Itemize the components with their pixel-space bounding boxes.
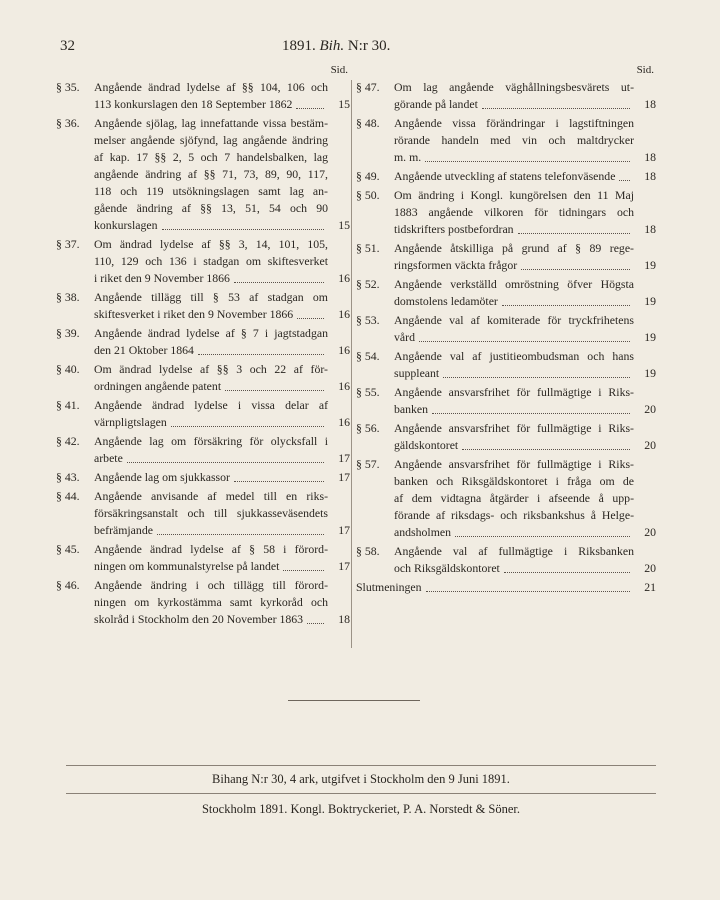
entry-line-text: Angående lag om försäkring för olycksfall i: [94, 434, 328, 448]
section-number: § 42.: [56, 434, 80, 448]
entry-text: [94, 289, 350, 323]
section-number: § 57.: [356, 457, 380, 471]
running-head-year: 1891.: [282, 38, 316, 54]
section-number: § 51.: [356, 241, 380, 255]
page-reference: 17: [338, 523, 350, 537]
page-reference: 20: [644, 561, 656, 575]
entry-line: [94, 505, 350, 522]
entry-line-text: 1883 angående vilkoren för tidningars och: [394, 205, 634, 219]
page-column-spacer: [328, 289, 350, 306]
page-reference: 17: [338, 451, 350, 465]
entry-line-text: vård: [394, 330, 415, 344]
closing-page: 21: [644, 580, 656, 594]
page-column-spacer: [328, 149, 350, 166]
entry-text: [394, 348, 656, 382]
page-reference: 16: [338, 379, 350, 393]
entry-text: [394, 543, 656, 577]
page-column-spacer: [328, 433, 350, 450]
entry-line: [94, 289, 350, 306]
page-column-spacer: [634, 543, 656, 560]
leader-dots: [296, 96, 324, 109]
entry-line-text: Angående val af komiterade för tryckfrihetens: [394, 313, 634, 327]
toc-entry: [356, 115, 656, 166]
section-number: § 46.: [56, 578, 80, 592]
entry-line: [94, 378, 350, 395]
page-reference: 18: [644, 97, 656, 111]
toc-entry: [356, 348, 656, 382]
entry-line-text: Angående vissa förändringar i lagstiftningen: [394, 116, 634, 130]
toc-entry: [356, 384, 656, 418]
leader-dots: [455, 524, 630, 537]
entry-line: [94, 200, 350, 217]
section-number: § 47.: [356, 80, 380, 94]
entry-line: [394, 473, 656, 490]
entry-line: [394, 132, 656, 149]
entry-line: [394, 240, 656, 257]
toc-entry: [56, 361, 350, 395]
entry-line-text: Angående ansvarsfrihet för fullmägtige i Riks-: [394, 385, 634, 399]
entry-line-text: arbete: [94, 451, 123, 465]
page-reference: 15: [338, 218, 350, 232]
page-column-spacer: [634, 384, 656, 401]
entry-text: [394, 240, 656, 274]
section-number: § 40.: [56, 362, 80, 376]
toc-entry: [56, 469, 350, 486]
entry-line: [394, 257, 656, 274]
leader-dots: [198, 342, 324, 355]
entry-line-text: andsholmen: [394, 525, 452, 539]
section-number: § 37.: [56, 237, 80, 251]
entry-line-text: och Riksgäldskontoret: [394, 561, 500, 575]
entry-line-text: Om lag angående väghållningsbesvärets ut-: [394, 80, 634, 94]
section-number: § 44.: [56, 489, 80, 503]
page-column-spacer: [634, 276, 656, 293]
leader-dots: [443, 365, 630, 378]
page-column-spacer: [634, 473, 656, 490]
entry-line-text: banken: [394, 402, 429, 416]
page-reference: 20: [644, 402, 656, 416]
entry-line: [94, 414, 350, 431]
page-reference: 16: [338, 307, 350, 321]
entry-line: [94, 433, 350, 450]
toc-entry: [56, 397, 350, 431]
leader-dots: [225, 378, 324, 391]
running-head: [282, 38, 390, 55]
page-column-spacer: [634, 507, 656, 524]
entry-line: [94, 488, 350, 505]
leader-dots: [162, 217, 324, 230]
leader-dots: [462, 437, 630, 450]
entry-line: [394, 456, 656, 473]
section-number: § 43.: [56, 470, 80, 484]
page-column-spacer: [634, 490, 656, 507]
entry-line-text: Angående ändrad lydelse af § 7 i jagtstadgan: [94, 326, 328, 340]
short-rule: [288, 700, 420, 701]
entry-line-text: Angående verkställd omröstning öfver Högsta: [394, 277, 634, 291]
page-reference: 18: [644, 150, 656, 164]
entry-line: [94, 132, 350, 149]
toc-entry: [56, 289, 350, 323]
page-column-spacer: [328, 325, 350, 342]
entry-line-text: gäldskontoret: [394, 438, 459, 452]
entry-line-text: skiftesverket i riket den 9 November 1866: [94, 307, 294, 321]
entry-line-text: görande på landet: [394, 97, 478, 111]
page-column-spacer: [328, 397, 350, 414]
entry-line-text: melser angående sjöfynd, lag angående ändring: [94, 133, 328, 147]
entry-line: [94, 217, 350, 234]
entry-line: [394, 420, 656, 437]
entry-text: [94, 577, 350, 628]
entry-line-text: förande af riksdags- och riksbankshus å Helge-: [394, 508, 634, 522]
entry-line-text: Angående tillägg till § 53 af stadgan om: [94, 290, 328, 304]
entry-line-text: Angående val af justitieombudsman och hans: [394, 349, 634, 363]
entry-text: [94, 361, 350, 395]
entry-line-text: värnpligtslagen: [94, 415, 167, 429]
section-number: § 39.: [56, 326, 80, 340]
page-column-spacer: [634, 420, 656, 437]
page-reference: 16: [338, 343, 350, 357]
toc-entry: [356, 312, 656, 346]
entry-line: [94, 469, 350, 486]
entry-line: [394, 276, 656, 293]
toc-entry: [356, 187, 656, 238]
page-reference: 19: [644, 294, 656, 308]
entry-text: [394, 456, 656, 541]
page-column-spacer: [634, 312, 656, 329]
entry-text: [394, 384, 656, 418]
toc-entry: [356, 168, 656, 185]
entry-line: [94, 166, 350, 183]
entry-text: [394, 115, 656, 166]
entry-line: [394, 329, 656, 346]
entry-line: [94, 577, 350, 594]
entry-line-text: m. m.: [394, 150, 422, 164]
page-reference: 20: [644, 438, 656, 452]
page-reference: 19: [644, 330, 656, 344]
entry-line-text: i riket den 9 November 1866: [94, 271, 230, 285]
entry-line: [94, 236, 350, 253]
entry-line-text: Angående val af fullmägtige i Riksbanken: [394, 544, 634, 558]
entry-line: [94, 115, 350, 132]
section-number: § 55.: [356, 385, 380, 399]
entry-line-text: 113 konkurslagen den 18 September 1862: [94, 97, 293, 111]
page-reference: 18: [338, 612, 350, 626]
entry-line: [94, 79, 350, 96]
page-column-spacer: [328, 253, 350, 270]
page-reference: 17: [338, 470, 350, 484]
section-number: § 53.: [356, 313, 380, 327]
page-column-spacer: [634, 187, 656, 204]
entry-line-text: Angående utveckling af statens telefonväsende: [394, 169, 616, 183]
toc-entry: [356, 543, 656, 577]
toc-entry: [56, 325, 350, 359]
printer-line: Stockholm 1891. Kongl. Boktryckeriet, P. A. Norstedt & Söner.: [201, 802, 521, 816]
entry-text: [94, 236, 350, 287]
leader-dots: [518, 221, 630, 234]
section-number: § 38.: [56, 290, 80, 304]
page-column-spacer: [328, 505, 350, 522]
entry-line-text: af kap. 17 §§ 2, 5 och 7 handelsbalken, lag: [94, 150, 328, 164]
right-entry-list: [356, 79, 656, 577]
page-reference: 19: [644, 366, 656, 380]
page-column-spacer: [328, 488, 350, 505]
footer-rule-bottom: [66, 793, 656, 794]
entry-line-text: domstolens ledamöter: [394, 294, 498, 308]
leader-dots: [425, 149, 630, 162]
entry-line: [94, 558, 350, 575]
entry-text: [94, 325, 350, 359]
toc-entry: [56, 577, 350, 628]
leader-dots: [619, 168, 630, 181]
toc-entry: [56, 488, 350, 539]
entry-line: [94, 149, 350, 166]
entry-line: [94, 522, 350, 539]
entry-line-text: ningen om kyrkostämma samt kyrkoråd och: [94, 595, 328, 609]
entry-line-text: af dem vidtagna åtgärder i afseende å upp-: [394, 491, 634, 505]
page-reference: 15: [338, 97, 350, 111]
running-head-bih: Bih.: [319, 38, 345, 54]
section-number: § 52.: [356, 277, 380, 291]
page-column-spacer: [634, 204, 656, 221]
entry-line: [394, 437, 656, 454]
leader-dots: [482, 96, 630, 109]
section-number: § 36.: [56, 116, 80, 130]
page-column-spacer: [634, 79, 656, 96]
right-page-column-header: Sid.: [636, 64, 654, 76]
entry-text: [94, 397, 350, 431]
entry-line: [94, 270, 350, 287]
entry-line-text: Om ändrad lydelse af §§ 3 och 22 af för-: [94, 362, 328, 376]
entry-line-text: Angående lag om sjukkassor: [94, 470, 230, 484]
entry-text: [94, 541, 350, 575]
entry-line: [394, 524, 656, 541]
entry-line-text: rörande handeln med vin och maltdrycker: [394, 133, 634, 147]
leader-dots: [157, 522, 324, 535]
toc-entry: [356, 456, 656, 541]
entry-line: [394, 543, 656, 560]
entry-text: [94, 433, 350, 467]
toc-entry: [56, 115, 350, 234]
page-column-spacer: [634, 115, 656, 132]
entry-line: [394, 115, 656, 132]
left-entry-list: [56, 79, 350, 628]
entry-line-text: gående ändring af §§ 13, 51, 54 och 90: [94, 201, 328, 215]
section-number: § 48.: [356, 116, 380, 130]
toc-entry: [356, 240, 656, 274]
entry-line-text: konkurslagen: [94, 218, 158, 232]
entry-line: [394, 293, 656, 310]
section-number: § 50.: [356, 188, 380, 202]
entry-line-text: Om ändring i Kongl. kungörelsen den 11 Maj: [394, 188, 634, 202]
entry-line-text: Om ändrad lydelse af §§ 3, 14, 101, 105,: [94, 237, 328, 251]
entry-line-text: skolråd i Stockholm den 20 November 1863: [94, 612, 304, 626]
entry-line: [394, 96, 656, 113]
running-head-issue: N:r 30.: [347, 38, 391, 54]
toc-entry: [356, 276, 656, 310]
entry-line: [394, 384, 656, 401]
section-number: § 41.: [56, 398, 80, 412]
entry-line: [394, 221, 656, 238]
leader-dots: [307, 611, 324, 624]
leader-dots: [502, 293, 630, 306]
entry-text: [94, 79, 350, 113]
entry-line-text: Angående åtskilliga på grund af § 89 rege-: [394, 241, 634, 255]
entry-line: [394, 348, 656, 365]
page-reference: 18: [644, 169, 656, 183]
page-reference: 19: [644, 258, 656, 272]
entry-line-text: tidskrifters postbefordran: [394, 222, 514, 236]
section-number: § 49.: [356, 169, 380, 183]
entry-line: [94, 325, 350, 342]
page-number: 32: [60, 38, 75, 54]
entry-line: [394, 187, 656, 204]
imprint-line: Bihang N:r 30, 4 ark, utgifvet i Stockholm den 9 Juni 1891.: [212, 772, 510, 786]
entry-text: [94, 115, 350, 234]
entry-line: [94, 183, 350, 200]
entry-line: [94, 361, 350, 378]
page-reference: 16: [338, 415, 350, 429]
toc-entry: [56, 433, 350, 467]
leader-dots: [297, 306, 324, 319]
leader-dots: [426, 579, 630, 592]
entry-line-text: 118 och 119 utsökningslagen samt lag an-: [94, 184, 328, 198]
toc-entry: [356, 79, 656, 113]
entry-line: [94, 594, 350, 611]
leader-dots: [419, 329, 630, 342]
entry-line-text: Angående ansvarsfrihet för fullmägtige i Riks-: [394, 457, 634, 471]
entry-line-text: Angående anvisande af medel till en riks-: [94, 489, 328, 503]
entry-line-text: banken och Riksgäldskontoret i fråga om de: [394, 474, 634, 488]
toc-entry: [56, 236, 350, 287]
entry-text: [394, 79, 656, 113]
entry-line: [394, 560, 656, 577]
entry-text: [394, 187, 656, 238]
column-divider: [351, 80, 352, 648]
entry-line: [94, 450, 350, 467]
page-column-spacer: [328, 361, 350, 378]
left-page-column-header: Sid.: [330, 64, 348, 76]
entry-line-text: den 21 Oktober 1864: [94, 343, 194, 357]
closing-label: Slutmeningen: [356, 580, 422, 594]
leader-dots: [234, 270, 324, 283]
entry-line-text: ningen om kommunalstyrelse på landet: [94, 559, 280, 573]
leader-dots: [504, 560, 630, 573]
entry-line: [394, 401, 656, 418]
entry-line: [394, 490, 656, 507]
entry-line-text: Angående ändrad lydelse af § 58 i förord-: [94, 542, 328, 556]
footer-rule-top: [66, 765, 656, 766]
entry-text: [394, 168, 656, 185]
page-column-spacer: [328, 594, 350, 611]
page-column-spacer: [328, 166, 350, 183]
entry-line: [394, 149, 656, 166]
page-column-spacer: [634, 348, 656, 365]
entry-text: [394, 276, 656, 310]
leader-dots: [521, 257, 630, 270]
entry-line-text: 110, 129 och 136 i stadgan om skiftesverket: [94, 254, 328, 268]
entry-text: [94, 469, 350, 486]
leader-dots: [432, 401, 630, 414]
left-column: [56, 62, 350, 630]
page-column-spacer: [328, 541, 350, 558]
page-column-spacer: [634, 240, 656, 257]
toc-entry: [56, 541, 350, 575]
entry-line-text: Angående ändrad lydelse af §§ 104, 106 och: [94, 80, 328, 94]
toc-entry: [56, 79, 350, 113]
section-number: § 45.: [56, 542, 80, 556]
entry-line-text: Angående sjölag, lag innefattande vissa bestäm-: [94, 116, 328, 130]
page-column-spacer: [328, 236, 350, 253]
leader-dots: [171, 414, 324, 427]
entry-line: [94, 541, 350, 558]
entry-line: [394, 168, 656, 185]
entry-line: [94, 342, 350, 359]
entry-line-text: försäkringsanstalt och till sjukkasseväsendets: [94, 506, 328, 520]
entry-line-text: Angående ändring i och tillägg till förord-: [94, 578, 328, 592]
page-column-spacer: [328, 183, 350, 200]
entry-line: [94, 397, 350, 414]
section-number: § 54.: [356, 349, 380, 363]
page-column-spacer: [328, 79, 350, 96]
entry-line: [94, 253, 350, 270]
entry-line-text: Angående ansvarsfrihet för fullmägtige i Riks-: [394, 421, 634, 435]
leader-dots: [234, 469, 324, 482]
page-reference: 16: [338, 271, 350, 285]
section-number: § 56.: [356, 421, 380, 435]
page-column-spacer: [328, 115, 350, 132]
entry-line-text: Angående ändrad lydelse i vissa delar af: [94, 398, 328, 412]
page-column-spacer: [634, 456, 656, 473]
entry-text: [394, 420, 656, 454]
toc-entry: [356, 420, 656, 454]
page-reference: 17: [338, 559, 350, 573]
entry-line: [394, 204, 656, 221]
entry-line: [394, 312, 656, 329]
right-column: [356, 62, 656, 596]
section-number: § 58.: [356, 544, 380, 558]
entry-text: [394, 312, 656, 346]
page-column-spacer: [328, 200, 350, 217]
page-column-spacer: [634, 132, 656, 149]
entry-line: [94, 611, 350, 628]
entry-text: [94, 488, 350, 539]
entry-line: [394, 507, 656, 524]
page-reference: 20: [644, 525, 656, 539]
entry-line-text: ringsformen väckta frågor: [394, 258, 518, 272]
closing-entry: [356, 579, 656, 596]
leader-dots: [283, 558, 324, 571]
leader-dots: [127, 450, 324, 463]
entry-line: [394, 79, 656, 96]
entry-line-text: ordningen angående patent: [94, 379, 222, 393]
entry-line-text: befrämjande: [94, 523, 153, 537]
entry-line: [94, 96, 350, 113]
page-column-spacer: [328, 577, 350, 594]
entry-line: [94, 306, 350, 323]
entry-line-text: suppleant: [394, 366, 440, 380]
page-column-spacer: [328, 132, 350, 149]
section-number: § 35.: [56, 80, 80, 94]
page-reference: 18: [644, 222, 656, 236]
entry-line-text: angående ändring af §§ 71, 73, 89, 90, 117,: [94, 167, 328, 181]
entry-line: [394, 365, 656, 382]
